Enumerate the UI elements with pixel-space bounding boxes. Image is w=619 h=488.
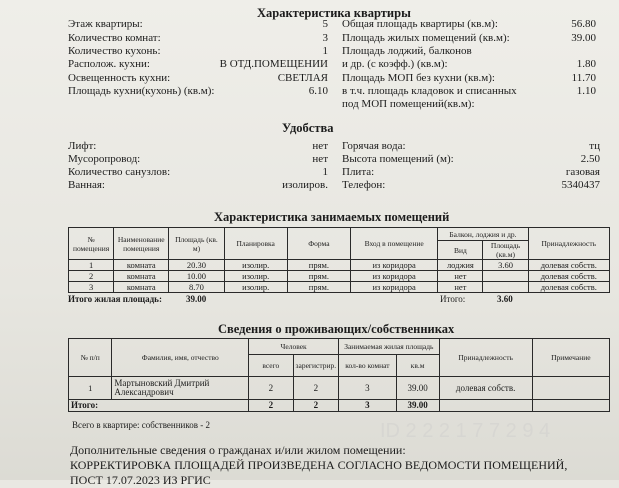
value-storage-area: 1.10 (576, 85, 596, 97)
cell-entrance: из коридора (351, 260, 438, 271)
col-header-shape: Форма (287, 228, 350, 260)
total-balcony-value: 3.60 (497, 294, 513, 304)
label-storage-area: в т.ч. площадь кладовок и списанных (342, 85, 517, 97)
col-header-layout: Планировка (224, 228, 287, 260)
label-living-area: Площадь жилых помещений (кв.м): (342, 32, 510, 44)
label-kitchen-location: Располож. кухни: (68, 58, 150, 70)
value-bathrooms: 1 (322, 166, 328, 178)
cell-balcony-type: нет (438, 282, 483, 293)
cell-ownership: долевая собств. (528, 271, 609, 282)
cell-balcony-type: нет (438, 271, 483, 282)
total-living-area-value: 39.00 (186, 294, 207, 304)
cell-area: 10.00 (169, 271, 224, 282)
label-phone: Телефон: (342, 179, 386, 191)
value-kitchens: 1 (322, 45, 328, 57)
cell-entrance: из коридора (351, 271, 438, 282)
value-phone: 5340437 (561, 179, 600, 191)
value-loggia-area: 1.80 (576, 58, 596, 70)
total-registered: 2 (293, 400, 339, 412)
total-row (69, 400, 610, 412)
label-elevator: Лифт: (68, 140, 97, 152)
total-rooms: 3 (339, 400, 397, 412)
cell-total-people: 2 (249, 377, 293, 400)
label-storage-area-cont: под МОП помещений(кв.м): (342, 98, 475, 110)
cell-sqm: 39.00 (396, 377, 439, 400)
value-elevator: нет (312, 140, 328, 152)
value-kitchen-light: СВЕТЛАЯ (277, 72, 328, 84)
cell-area: 20.30 (169, 260, 224, 271)
value-rooms: 3 (322, 32, 328, 44)
total-label: Итого: (69, 400, 249, 412)
value-hot-water: тц (589, 140, 600, 152)
col-header-fullname: Фамилия, имя, отчество (112, 339, 249, 377)
label-bathrooms: Количество санузлов: (68, 166, 171, 178)
value-common-area: 11.70 (571, 72, 596, 84)
col-header-entrance: Вход в помещение (351, 228, 438, 260)
cell-registered: 2 (293, 377, 339, 400)
col-header-people: Человек (249, 339, 339, 355)
col-header-room-number: № помещения (69, 228, 114, 260)
value-floor: 5 (322, 18, 328, 30)
col-header-room-name: Наименование помещения (114, 228, 169, 260)
cell-shape: прям. (287, 260, 350, 271)
section-title-apartment: Характеристика квартиры (257, 6, 411, 20)
col-header-balcony: Балкон, лоджия и др. (438, 228, 528, 241)
cell-shape: прям. (287, 271, 350, 282)
cell-area: 8.70 (169, 282, 224, 293)
total-living-area-label: Итого жилая площадь: (68, 294, 162, 304)
col-header-registered: зарегистрир. (293, 355, 339, 377)
section-title-residents: Сведения о проживающих/собственниках (218, 322, 455, 336)
cell-ownership: долевая собств. (528, 282, 609, 293)
cell-room-name: комната (114, 271, 169, 282)
value-garbage-chute: нет (312, 153, 328, 165)
col-header-balcony-area: Площадь (кв.м) (483, 241, 528, 260)
section-title-amenities: Удобства (282, 121, 334, 135)
col-header-total-people: всего (249, 355, 293, 377)
table-row (69, 282, 610, 293)
value-ceiling-height: 2.50 (580, 153, 600, 165)
cell-entrance: из коридора (351, 282, 438, 293)
cell-room-number: 1 (69, 260, 114, 271)
value-bath: изолиров. (282, 179, 328, 191)
total-sqm: 39.00 (396, 400, 439, 412)
additional-info-line-1: КОРРЕКТИРОВКА ПЛОЩАДЕЙ ПРОИЗВЕДЕНА СОГЛАСНО ВЕДОМОСТИ ПОМЕЩЕНИЙ, (70, 458, 568, 472)
fullname-line-2: Александрович (114, 387, 174, 397)
label-garbage-chute: Мусоропровод: (68, 153, 141, 165)
premises-table (68, 227, 610, 293)
table-row (69, 271, 610, 282)
total-balcony-label: Итого: (440, 294, 466, 304)
section-title-premises: Характеристика занимаемых помещений (214, 210, 450, 224)
value-total-area: 56.80 (571, 18, 596, 30)
cell-balcony-area (483, 282, 528, 293)
col-header-ownership: Принадлежность (528, 228, 609, 260)
col-header-room-count: кол-во комнат (339, 355, 397, 377)
label-stove: Плита: (342, 166, 375, 178)
label-hot-water: Горячая вода: (342, 140, 406, 152)
cell-balcony-area: 3.60 (483, 260, 528, 271)
label-loggia-area: Площадь лоджий, балконов (342, 45, 472, 57)
value-kitchen-location: В ОТД.ПОМЕЩЕНИИ (219, 58, 328, 70)
col-header-note: Примечание (532, 339, 609, 377)
value-kitchen-area: 6.10 (308, 85, 328, 97)
watermark: ID 2 2 2 1 7 7 2 9 4 (380, 420, 551, 442)
label-kitchens: Количество кухонь: (68, 45, 161, 57)
label-common-area: Площадь МОП без кухни (кв.м): (342, 72, 495, 84)
label-rooms: Количество комнат: (68, 32, 161, 44)
cell-room-count: 3 (339, 377, 397, 400)
total-people: 2 (249, 400, 293, 412)
cell-balcony-area (483, 271, 528, 282)
fullname-line-1: Мартыновский Дмитрий (114, 378, 210, 388)
cell-layout: изолир. (224, 271, 287, 282)
col-header-area: Площадь (кв. м) (169, 228, 224, 260)
col-header-num: № п/п (69, 339, 112, 377)
cell-room-number: 3 (69, 282, 114, 293)
cell-room-number: 2 (69, 271, 114, 282)
cell-layout: изолир. (224, 282, 287, 293)
residents-table (68, 338, 610, 412)
cell-room-name: комната (114, 282, 169, 293)
label-loggia-area-coef: и др. (с коэфф.) (кв.м): (342, 58, 448, 70)
cell-ownership: долевая собств. (439, 377, 532, 400)
cell-balcony-type: лоджия (438, 260, 483, 271)
col-header-occupied-area: Занимаемая жилая площадь (339, 339, 439, 355)
cell-room-name: комната (114, 260, 169, 271)
label-ceiling-height: Высота помещений (м): (342, 153, 454, 165)
col-header-ownership: Принадлежность (439, 339, 532, 377)
label-bath: Ванная: (68, 179, 105, 191)
cell-layout: изолир. (224, 260, 287, 271)
additional-info-line-2: ПОСТ 17.07.2023 ИЗ РГИС (70, 473, 211, 487)
total-in-apartment: Всего в квартире: собственников - 2 (72, 420, 210, 430)
value-living-area: 39.00 (571, 32, 596, 44)
col-header-balcony-type: Вид (438, 241, 483, 260)
value-stove: газовая (565, 166, 600, 178)
label-total-area: Общая площадь квартиры (кв.м): (342, 18, 498, 30)
table-row (69, 377, 610, 400)
cell-fullname (112, 377, 249, 400)
label-kitchen-area: Площадь кухни(кухонь) (кв.м): (68, 85, 215, 97)
cell-shape: прям. (287, 282, 350, 293)
cell-ownership: долевая собств. (528, 260, 609, 271)
label-kitchen-light: Освещенность кухни: (68, 72, 171, 84)
cell-note (532, 377, 609, 400)
additional-info-title: Дополнительные сведения о гражданах и/или жилом помещении: (70, 443, 406, 457)
label-floor: Этаж квартиры: (68, 18, 143, 30)
table-row (69, 260, 610, 271)
col-header-sqm: кв.м (396, 355, 439, 377)
cell-num: 1 (69, 377, 112, 400)
